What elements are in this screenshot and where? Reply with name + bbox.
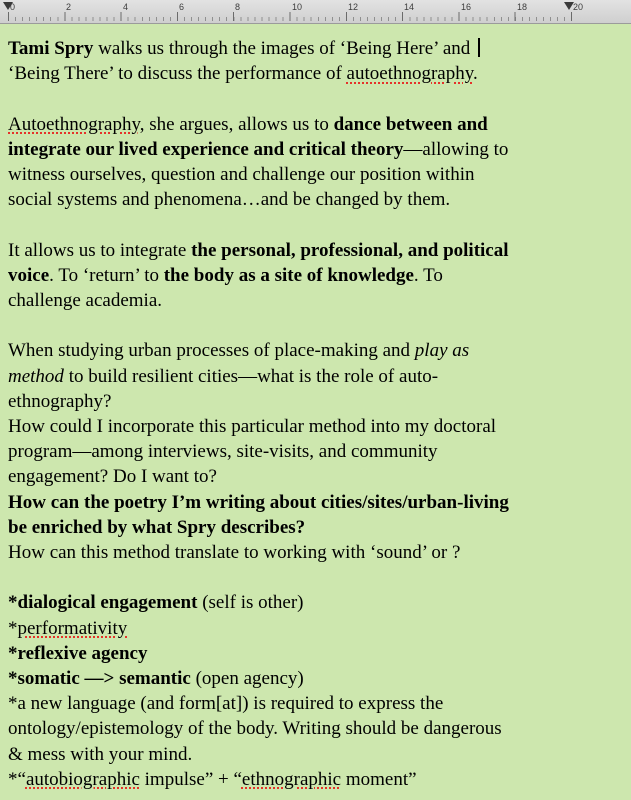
text-line[interactable] (8, 364, 623, 389)
text-run: walks us through the images of ‘Being Here’ and (93, 38, 476, 59)
text-run: challenge academia. (8, 290, 163, 311)
document-body[interactable] (0, 24, 631, 800)
text-cursor (478, 38, 480, 57)
text-run: social systems and phenomena…and be changed by them. (8, 189, 451, 211)
text-run: impulse” + “ (139, 768, 242, 790)
text-line[interactable] (8, 767, 623, 792)
text-run: * (8, 617, 18, 639)
text-run: , she argues, allows us to (139, 113, 334, 135)
text-line[interactable] (8, 137, 623, 162)
text-line[interactable] (8, 691, 623, 716)
text-line[interactable] (8, 263, 623, 288)
ruler-number: 4 (123, 2, 129, 12)
text-line[interactable] (8, 742, 623, 767)
text-run: It allows us to integrate (8, 239, 192, 261)
text-run: moment” (341, 768, 417, 790)
text-run: —allowing to (403, 138, 509, 160)
text-line[interactable] (8, 464, 623, 489)
text-run: integrate our lived experience and critical theory (8, 138, 404, 160)
text-run: to build resilient cities—what is the role of auto- (63, 365, 439, 387)
text-run-misspelled: Autoethnography (8, 113, 140, 135)
text-run: (open agency) (190, 668, 304, 690)
text-run-misspelled: performativity (17, 617, 128, 639)
text-line[interactable] (8, 36, 623, 61)
text-run: *dialogical engagement (8, 592, 198, 614)
right-indent-marker[interactable] (564, 2, 574, 10)
blank-line[interactable] (8, 86, 623, 111)
text-line[interactable] (8, 61, 623, 86)
text-line[interactable] (8, 414, 623, 439)
blank-line[interactable] (8, 313, 623, 338)
text-line[interactable] (8, 590, 623, 615)
text-run: the body as a site of knowledge (163, 264, 414, 286)
text-run: How can the poetry I’m writing about cities/sites/urban-living (8, 491, 509, 513)
text-run: *“ (8, 768, 26, 790)
text-line[interactable] (8, 238, 623, 263)
ruler-number: 6 (179, 2, 185, 12)
text-line[interactable] (8, 439, 623, 464)
text-line[interactable] (8, 112, 623, 137)
text-line[interactable] (8, 490, 623, 515)
text-line[interactable] (8, 666, 623, 691)
text-run: . (473, 63, 478, 85)
text-line[interactable] (8, 389, 623, 414)
text-run: voice (8, 264, 50, 286)
blank-line[interactable] (8, 212, 623, 237)
text-run: ethnography? (8, 390, 112, 412)
text-line[interactable] (8, 515, 623, 540)
text-run: Tami Spry (8, 38, 94, 59)
text-run: *a new language (and form[at]) is required to express the (8, 693, 444, 715)
text-line[interactable] (8, 162, 623, 187)
text-line[interactable] (8, 338, 623, 363)
ruler-number: 18 (517, 2, 528, 12)
ruler-number: 16 (461, 2, 472, 12)
text-run-misspelled: ethnographic (241, 768, 342, 790)
text-run: . To (413, 264, 443, 286)
text-run: method (8, 365, 64, 387)
left-indent-marker[interactable] (3, 2, 16, 12)
text-run-misspelled: autobiographic (25, 768, 140, 790)
text-run: ontology/epistemology of the body. Writing should be dangerous (8, 718, 502, 740)
text-run: dance between and (333, 113, 488, 135)
text-run-misspelled: autoethnography (346, 63, 473, 85)
text-run: When studying urban processes of place-making and (8, 340, 415, 362)
text-run: & mess with your mind. (8, 743, 193, 765)
text-run: How could I incorporate this particular method into my doctoral (8, 416, 497, 437)
ruler[interactable] (0, 0, 631, 24)
text-run: the personal, professional, and political (191, 239, 509, 261)
blank-line[interactable] (8, 565, 623, 590)
text-run: play as (414, 340, 470, 362)
ruler-number: 8 (235, 2, 241, 12)
ruler-number: 20 (573, 2, 584, 12)
text-line[interactable] (8, 288, 623, 313)
ruler-number: 10 (292, 2, 303, 12)
ruler-number: 14 (404, 2, 415, 12)
text-run: ‘Being There’ to discuss the performance of (8, 63, 347, 85)
text-run: witness ourselves, question and challenge our position within (8, 164, 475, 185)
text-run: engagement? Do I want to? (8, 466, 217, 488)
text-line[interactable] (8, 716, 623, 741)
ruler-number: 0 (10, 2, 16, 12)
text-line[interactable] (8, 187, 623, 212)
text-line[interactable] (8, 641, 623, 666)
text-run: program—among interviews, site-visits, and community (8, 441, 438, 463)
ruler-major-ticks (8, 12, 574, 21)
text-run: . To ‘return’ to (49, 264, 164, 286)
ruler-number: 12 (348, 2, 359, 12)
text-run: *somatic —> semantic (8, 668, 191, 690)
text-run: be enriched by what Spry describes? (8, 516, 306, 538)
ruler-number: 2 (66, 2, 72, 12)
text-line[interactable] (8, 540, 623, 565)
text-run: *reflexive agency (8, 642, 148, 664)
text-line[interactable] (8, 616, 623, 641)
text-run: (self is other) (197, 592, 304, 614)
text-run: How can this method translate to working with ‘sound’ or ? (8, 542, 461, 564)
